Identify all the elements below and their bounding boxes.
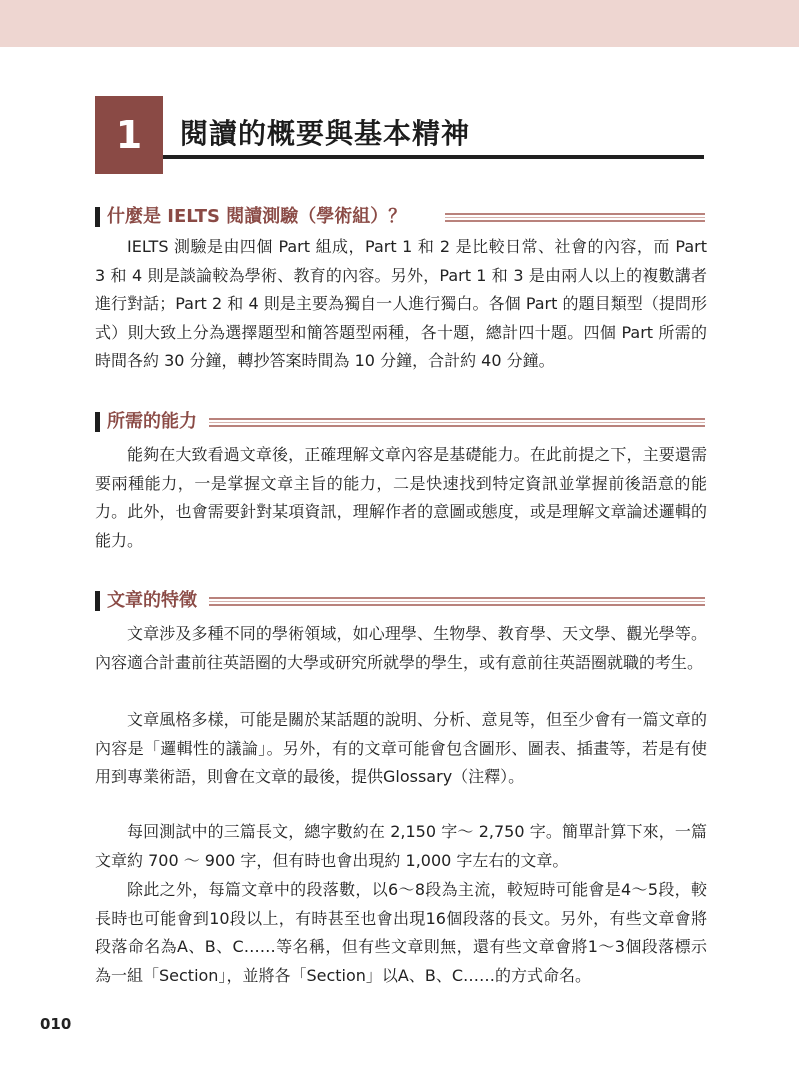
page-number: 010 — [40, 1015, 72, 1033]
section-title: 什麼是 IELTS 閱讀測驗（學術組）？ — [107, 205, 412, 229]
paragraph: 能夠在大致看過文章後，正確理解文章內容是基礎能力。在此前提之下，主要還需要兩種能力，一是掌握文章主旨的能力，二是快速找到特定資訊並掌握前後語意的能力。此外，也會需要針對某項資訊，理解作者的意圖或態度，或是理解文章論述邏輯的能力。 — [95, 445, 707, 550]
section-heading-features — [95, 589, 705, 615]
paragraph: 每回測試中的三篇長文，總字數約在 2,150 字～ 2,750 字。簡單計算下來，一篇文章約 700 ～ 900 字，但有時也會出現約 1,000 字左右的文章。 — [95, 822, 707, 870]
paragraph: 文章涉及多種不同的學術領域，如心理學、生物學、教育學、天文學、觀光學等。內容適合計畫前往英語圈的大學或研究所就學的學生，或有意前往英語圈就職的考生。 — [95, 624, 707, 672]
section-rule — [209, 597, 705, 606]
section-rule — [209, 418, 705, 427]
section-title: 所需的能力 — [107, 410, 203, 434]
section-heading-ielts — [95, 205, 705, 231]
section-marker — [95, 412, 100, 432]
chapter-title-rule — [163, 155, 704, 159]
chapter-title: 閱讀的概要與基本精神 — [180, 117, 471, 150]
section-marker — [95, 207, 100, 227]
section-rule — [445, 213, 705, 222]
section-heading-abilities — [95, 410, 705, 436]
paragraph: 文章風格多樣，可能是關於某話題的說明、分析、意見等，但至少會有一篇文章的內容是「邏輯性的議論」。另外，有的文章可能會包含圖形、圖表、插畫等，若是有使用到專業術語，則會在文章的最後，提供Glossary（注釋）。 — [95, 710, 707, 786]
section-marker — [95, 591, 100, 611]
section-title: 文章的特徵 — [107, 589, 203, 613]
header-band — [0, 0, 799, 47]
chapter-number: 1 — [115, 113, 143, 157]
paragraph: IELTS 測驗是由四個 Part 組成，Part 1 和 2 是比較日常、社會的內容，而 Part 3 和 4 則是談論較為學術、教育的內容。另外，Part 1 和 3 是由兩人以上的複數講者進行對話；Part 2 和 4 則是主要為獨自一人進行獨白。各個 Part 的題目類型（提問形式）則大致上分為選擇題型和簡答題型兩種，各十題，總計四十題。四個 Part 所需的時間各約 30 分鐘，轉抄答案時間為 10 分鐘，合計約 40 分鐘。 — [95, 237, 707, 370]
paragraph: 除此之外，每篇文章中的段落數，以6～8段為主流，較短時可能會是4～5段，較長時也可能會到10段以上，有時甚至也會出現16個段落的長文。另外，有些文章會將段落命名為A、B、C……等名稱，但有些文章則無，還有些文章會將1～3個段落標示為一組「Section」，並將各「Section」以A、B、C……的方式命名。 — [95, 880, 707, 985]
